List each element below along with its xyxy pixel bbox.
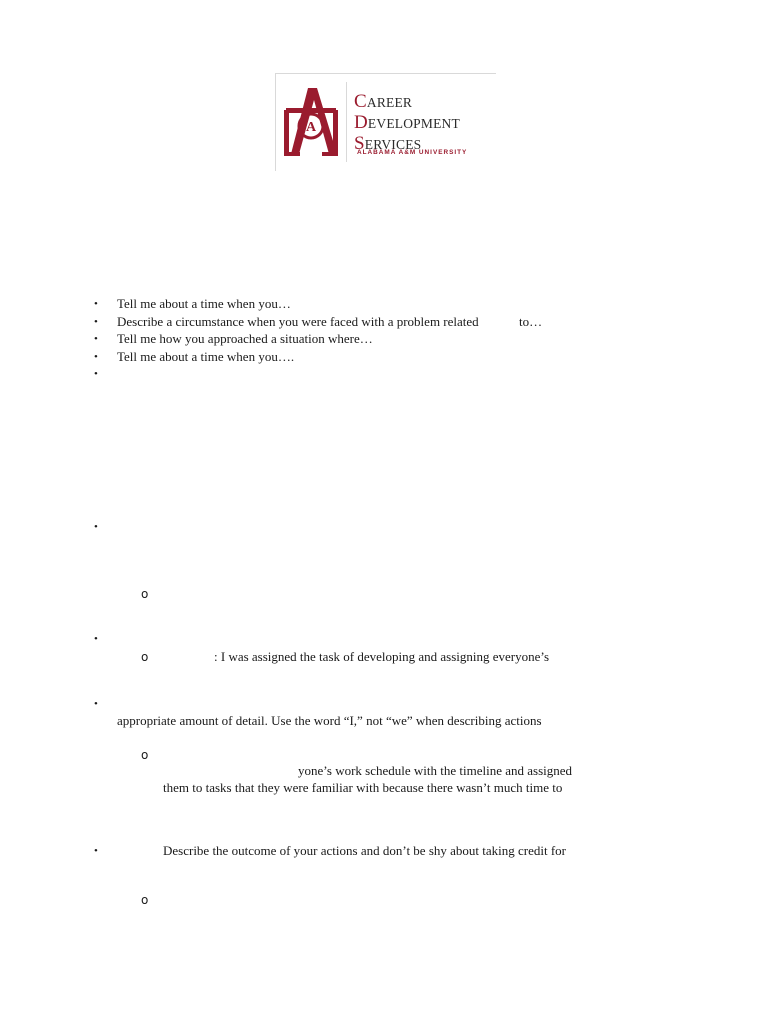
logo-line-services: SERVICES — [354, 133, 422, 154]
logo-divider — [346, 82, 347, 162]
logo-university-name: ALABAMA A&M UNIVERSITY — [357, 149, 468, 156]
sub-bullet-icon: o — [141, 587, 149, 601]
question-item-2: Describe a circumstance when you were faced with a problem related — [117, 314, 479, 329]
logo-line-career: CAREER — [354, 91, 413, 112]
result-description-text: Describe the outcome of your actions and don’t be shy about taking credit for — [163, 843, 567, 858]
bullet-icon: • — [94, 298, 98, 310]
question-item-3: Tell me how you approached a situation where… — [117, 331, 373, 346]
sub-bullet-icon: o — [141, 893, 149, 907]
logo-line-development: DEVELOPMENT — [354, 112, 460, 133]
career-services-logo — [275, 73, 496, 171]
action-example-line-1: yone’s work schedule with the timeline and assigned — [298, 763, 573, 778]
action-example-line-2: them to tasks that they were familiar with because there wasn’t much time to — [163, 780, 563, 795]
sub-bullet-icon: o — [141, 650, 149, 664]
action-description-text: appropriate amount of detail. Use the word “I,” not “we” when describing actions — [117, 713, 542, 728]
svg-text:A: A — [305, 120, 317, 135]
sub-bullet-icon: o — [141, 748, 149, 762]
bullet-icon: • — [94, 368, 98, 380]
task-example-text: : I was assigned the task of developing and assigning everyone’s — [214, 649, 550, 664]
question-item-1: Tell me about a time when you… — [117, 296, 291, 311]
question-item-2-continuation: to… — [519, 314, 543, 329]
bullet-icon: • — [94, 316, 98, 328]
bullet-icon: • — [94, 351, 98, 363]
bullet-icon: • — [94, 333, 98, 345]
aamu-monogram-icon — [284, 88, 338, 158]
logo-wordmark — [354, 92, 460, 155]
bullet-icon: • — [94, 521, 98, 533]
question-item-4: Tell me about a time when you…. — [117, 349, 295, 364]
bullet-icon: • — [94, 633, 98, 645]
bullet-icon: • — [94, 698, 98, 710]
bullet-icon: • — [94, 845, 98, 857]
